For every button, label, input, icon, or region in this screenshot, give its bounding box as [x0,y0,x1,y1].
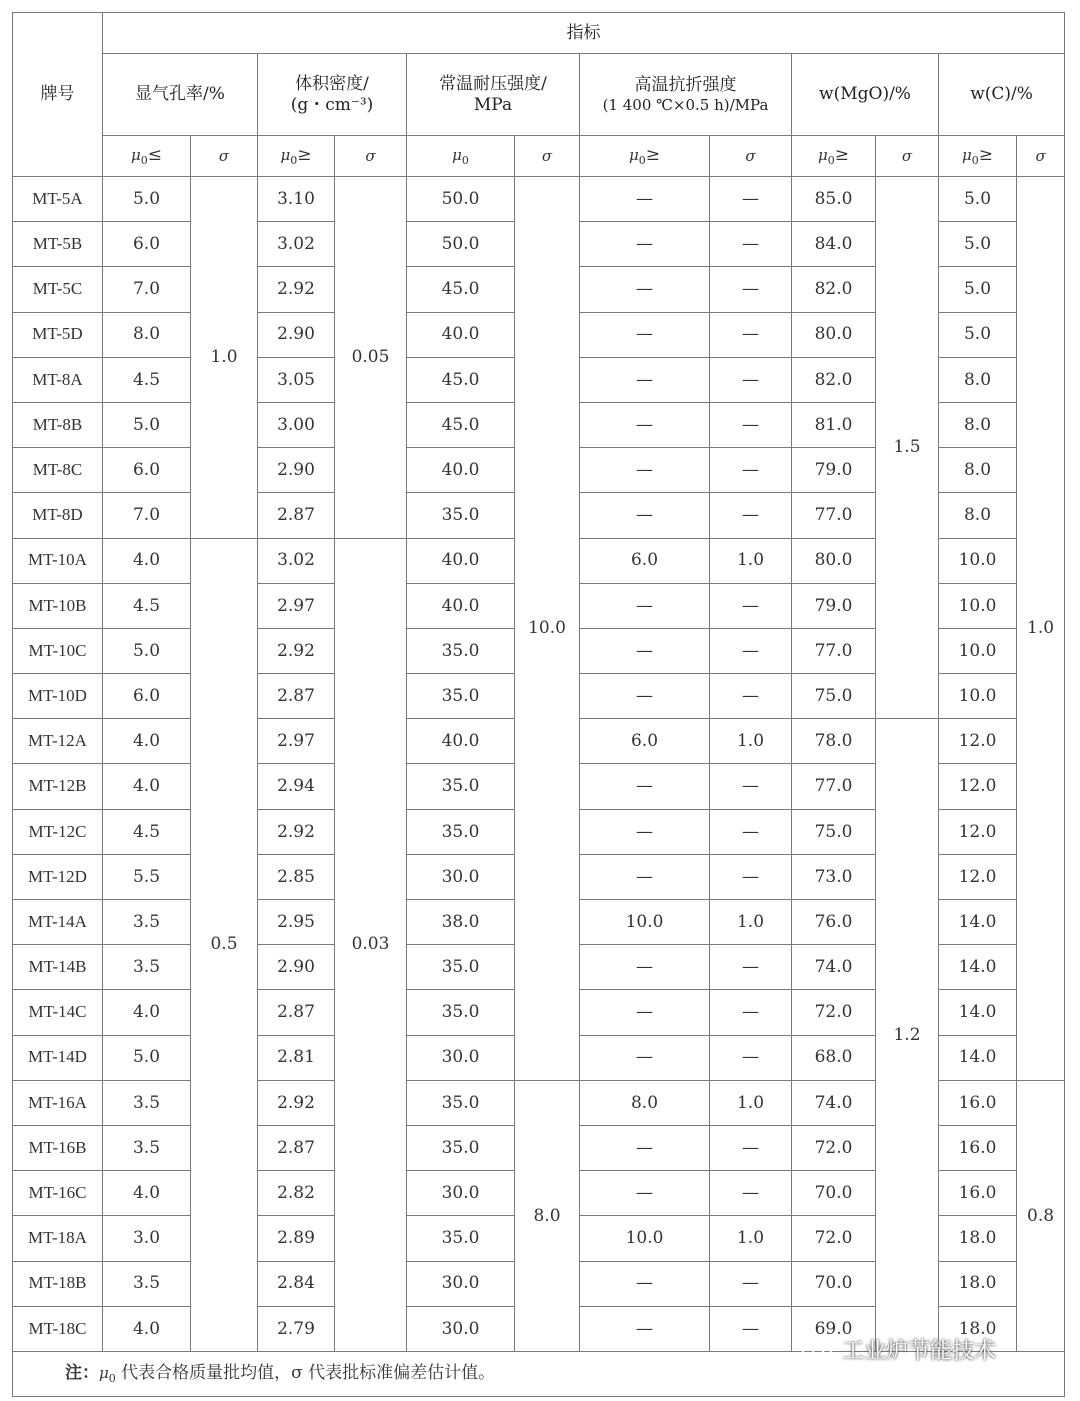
grade-cell: MT-14A [13,900,103,945]
porosity-cell: 7.0 [103,493,191,538]
sigma-symbol: σ [901,146,913,165]
carbon-cell: 12.0 [939,854,1017,899]
carbon-cell: 8.0 [939,493,1017,538]
grade-cell: MT-10C [13,628,103,673]
ccs-cell: 35.0 [407,990,515,1035]
comparison-sign: ≥ [297,144,312,165]
carbon-cell: 18.0 [939,1261,1017,1306]
density-cell: 2.90 [258,312,335,357]
note-mu-symbol: $\mu_0$ [99,1363,116,1385]
hmor-sigma-cell: — [710,764,792,809]
hmor-sigma-cell: — [710,809,792,854]
density-cell: 3.00 [258,402,335,447]
carbon-cell: 14.0 [939,945,1017,990]
mgo-cell: 76.0 [792,900,876,945]
density-cell: 2.92 [258,628,335,673]
density-cell: 2.87 [258,990,335,1035]
subheader-ccs-sigma [515,136,580,177]
hmor-cell: — [580,1261,710,1306]
density-cell: 2.85 [258,854,335,899]
density-cell: 2.90 [258,945,335,990]
ccs-cell: 35.0 [407,1216,515,1261]
comparison-sign: ≥ [645,144,660,165]
header-porosity: 显气孔率/% [103,54,258,136]
ccs-cell: 38.0 [407,900,515,945]
carbon-cell: 14.0 [939,990,1017,1035]
mgo-cell: 77.0 [792,493,876,538]
carbon-cell: 8.0 [939,357,1017,402]
subheader-density-mean [258,136,335,177]
ccs-cell: 30.0 [407,1306,515,1351]
carbon-cell: 8.0 [939,448,1017,493]
mgo-cell: 74.0 [792,1080,876,1125]
density-cell: 2.87 [258,674,335,719]
ccs-cell: 35.0 [407,809,515,854]
density-cell: 2.81 [258,1035,335,1080]
hmor-cell: — [580,809,710,854]
porosity-cell: 4.0 [103,990,191,1035]
mgo-cell: 69.0 [792,1306,876,1351]
carbon-cell: 10.0 [939,538,1017,583]
hmor-sigma-cell: — [710,493,792,538]
mgo-sigma-cell: 1.2 [876,719,939,1352]
mgo-cell: 72.0 [792,1216,876,1261]
hmor-cell: — [580,764,710,809]
carbon-cell: 12.0 [939,719,1017,764]
subheader-mgo-sigma [876,136,939,177]
hmor-cell: 10.0 [580,900,710,945]
carbon-cell: 10.0 [939,628,1017,673]
ccs-cell: 30.0 [407,1035,515,1080]
grade-cell: MT-18C [13,1306,103,1351]
sigma-symbol: σ [218,146,230,165]
carbon-cell: 5.0 [939,312,1017,357]
header-carbon: w(C)/% [939,54,1065,136]
header-ccs [407,54,580,136]
table-row [13,177,1065,222]
carbon-cell: 14.0 [939,1035,1017,1080]
header-ccs-line1: 常温耐压强度/ [439,74,547,95]
subheader-density-sigma [335,136,407,177]
hmor-sigma-cell: — [710,628,792,673]
header-density-line1: 体积密度/ [295,74,369,95]
hmor-sigma-cell: — [710,1171,792,1216]
hmor-sigma-cell: — [710,854,792,899]
header-ccs-line2: MPa [473,94,513,115]
mu-symbol: $\mu_0$ [452,145,469,167]
carbon-sigma-cell: 1.0 [1017,177,1065,1081]
mu-symbol: $\mu_0$ [962,145,979,167]
density-cell: 3.02 [258,538,335,583]
hmor-sigma-cell: — [710,583,792,628]
hmor-sigma-cell: — [710,177,792,222]
ccs-cell: 40.0 [407,448,515,493]
hmor-cell: — [580,628,710,673]
header-hmor-line1: 高温抗折强度 [634,75,737,96]
mgo-cell: 80.0 [792,312,876,357]
porosity-cell: 4.0 [103,719,191,764]
ccs-cell: 35.0 [407,764,515,809]
grade-cell: MT-10A [13,538,103,583]
subheader-ccs-mean [407,136,515,177]
hmor-cell: — [580,1125,710,1170]
density-cell: 2.90 [258,448,335,493]
density-cell: 3.05 [258,357,335,402]
mgo-cell: 72.0 [792,1125,876,1170]
grade-cell: MT-10B [13,583,103,628]
density-cell: 2.87 [258,1125,335,1170]
subheader-porosity-sigma [191,136,258,177]
porosity-cell: 4.0 [103,1306,191,1351]
hmor-sigma-cell: 1.0 [710,719,792,764]
carbon-cell: 10.0 [939,674,1017,719]
hmor-sigma-cell: — [710,1035,792,1080]
porosity-cell: 3.5 [103,1261,191,1306]
comparison-sign: ≤ [147,144,162,165]
porosity-sigma-cell: 1.0 [191,177,258,539]
sigma-symbol: σ [365,146,376,165]
hmor-sigma-cell: — [710,1261,792,1306]
hmor-cell: — [580,854,710,899]
hmor-cell: — [580,312,710,357]
grade-cell: MT-16A [13,1080,103,1125]
density-cell: 2.97 [258,583,335,628]
grade-cell: MT-10D [13,674,103,719]
mgo-cell: 80.0 [792,538,876,583]
mgo-sigma-cell: 1.5 [876,177,939,719]
grade-cell: MT-12C [13,809,103,854]
hmor-sigma-cell: — [710,357,792,402]
grade-cell: MT-8B [13,402,103,447]
porosity-cell: 6.0 [103,222,191,267]
porosity-cell: 4.0 [103,1171,191,1216]
hmor-sigma-cell: — [710,990,792,1035]
ccs-cell: 40.0 [407,719,515,764]
ccs-cell: 35.0 [407,1080,515,1125]
mgo-cell: 84.0 [792,222,876,267]
hmor-cell: — [580,402,710,447]
density-cell: 2.92 [258,809,335,854]
grade-cell: MT-14B [13,945,103,990]
porosity-cell: 3.5 [103,945,191,990]
subheader-row [13,136,1065,177]
carbon-cell: 12.0 [939,809,1017,854]
ccs-cell: 30.0 [407,854,515,899]
carbon-cell: 5.0 [939,222,1017,267]
mgo-cell: 82.0 [792,267,876,312]
hmor-sigma-cell: 1.0 [710,1080,792,1125]
hmor-cell: — [580,990,710,1035]
density-cell: 2.92 [258,267,335,312]
carbon-cell: 10.0 [939,583,1017,628]
ccs-sigma-cell: 10.0 [515,177,580,1081]
grade-cell: MT-14C [13,990,103,1035]
carbon-cell: 5.0 [939,267,1017,312]
ccs-cell: 40.0 [407,312,515,357]
porosity-cell: 5.0 [103,402,191,447]
header-grade: 牌号 [13,13,103,177]
hmor-cell: — [580,674,710,719]
hmor-sigma-cell: — [710,312,792,357]
mu-symbol: $\mu_0$ [629,145,646,167]
header-density [258,54,407,136]
subheader-carbon-mean [939,136,1017,177]
ccs-cell: 40.0 [407,538,515,583]
hmor-cell: — [580,357,710,402]
hmor-cell: — [580,267,710,312]
table-body [13,177,1065,1352]
header-hmor [580,54,792,136]
mgo-cell: 85.0 [792,177,876,222]
ccs-cell: 40.0 [407,583,515,628]
ccs-cell: 45.0 [407,267,515,312]
carbon-cell: 16.0 [939,1080,1017,1125]
ccs-cell: 35.0 [407,493,515,538]
carbon-cell: 18.0 [939,1306,1017,1351]
hmor-cell: — [580,493,710,538]
density-cell: 2.82 [258,1171,335,1216]
porosity-cell: 5.0 [103,1035,191,1080]
porosity-cell: 7.0 [103,267,191,312]
ccs-sigma-cell: 8.0 [515,1080,580,1351]
porosity-cell: 8.0 [103,312,191,357]
mgo-cell: 81.0 [792,402,876,447]
grade-cell: MT-12B [13,764,103,809]
subheader-hmor-mean [580,136,710,177]
hmor-cell: — [580,1306,710,1351]
subheader-porosity-mean [103,136,191,177]
hmor-cell: 8.0 [580,1080,710,1125]
grade-cell: MT-5B [13,222,103,267]
hmor-sigma-cell: — [710,222,792,267]
porosity-cell: 3.5 [103,900,191,945]
spec-table [12,12,1065,1397]
porosity-cell: 5.0 [103,628,191,673]
density-sigma-cell: 0.05 [335,177,407,539]
header-hmor-line2: (1 400 ℃×0.5 h)/MPa [602,95,769,114]
grade-cell: MT-5A [13,177,103,222]
hmor-cell: 10.0 [580,1216,710,1261]
density-cell: 3.10 [258,177,335,222]
hmor-cell: — [580,945,710,990]
porosity-cell: 5.0 [103,177,191,222]
porosity-cell: 4.0 [103,538,191,583]
grade-cell: MT-8C [13,448,103,493]
mgo-cell: 79.0 [792,448,876,493]
porosity-cell: 3.5 [103,1125,191,1170]
porosity-cell: 4.0 [103,764,191,809]
grade-cell: MT-8D [13,493,103,538]
subheader-hmor-sigma [710,136,792,177]
ccs-cell: 35.0 [407,628,515,673]
density-cell: 2.94 [258,764,335,809]
hmor-cell: 6.0 [580,719,710,764]
header-mgo: w(MgO)/% [792,54,939,136]
hmor-sigma-cell: — [710,1306,792,1351]
mu-symbol: $\mu_0$ [280,145,298,167]
carbon-cell: 18.0 [939,1216,1017,1261]
grade-cell: MT-18B [13,1261,103,1306]
density-cell: 2.95 [258,900,335,945]
hmor-sigma-cell: — [710,402,792,447]
hmor-sigma-cell: — [710,1125,792,1170]
density-cell: 3.02 [258,222,335,267]
carbon-cell: 12.0 [939,764,1017,809]
carbon-cell: 16.0 [939,1171,1017,1216]
mgo-cell: 74.0 [792,945,876,990]
ccs-cell: 50.0 [407,177,515,222]
density-cell: 2.92 [258,1080,335,1125]
hmor-sigma-cell: — [710,448,792,493]
mgo-cell: 75.0 [792,809,876,854]
mgo-cell: 78.0 [792,719,876,764]
hmor-cell: — [580,448,710,493]
grade-cell: MT-12D [13,854,103,899]
hmor-cell: — [580,583,710,628]
mgo-cell: 73.0 [792,854,876,899]
hmor-cell: — [580,1171,710,1216]
hmor-sigma-cell: 1.0 [710,1216,792,1261]
grade-cell: MT-14D [13,1035,103,1080]
mgo-cell: 70.0 [792,1261,876,1306]
porosity-cell: 3.5 [103,1080,191,1125]
grade-cell: MT-5D [13,312,103,357]
carbon-cell: 14.0 [939,900,1017,945]
grade-cell: MT-16C [13,1171,103,1216]
ccs-cell: 35.0 [407,1125,515,1170]
sigma-symbol: σ [745,146,756,165]
ccs-cell: 50.0 [407,222,515,267]
grade-cell: MT-12A [13,719,103,764]
watermark [800,1334,996,1365]
mgo-cell: 82.0 [792,357,876,402]
porosity-cell: 4.5 [103,583,191,628]
mgo-cell: 77.0 [792,764,876,809]
sigma-symbol: σ [541,146,553,165]
subheader-carbon-sigma [1017,136,1065,177]
ccs-cell: 30.0 [407,1261,515,1306]
hmor-sigma-cell: 1.0 [710,900,792,945]
hmor-cell: — [580,222,710,267]
grade-cell: MT-16B [13,1125,103,1170]
carbon-cell: 8.0 [939,402,1017,447]
header-index: 指标 [103,13,1065,54]
hmor-cell: — [580,1035,710,1080]
porosity-cell: 3.0 [103,1216,191,1261]
density-sigma-cell: 0.03 [335,538,407,1351]
mu-symbol: $\mu_0$ [131,145,148,167]
ccs-cell: 45.0 [407,402,515,447]
sigma-symbol: σ [1035,146,1046,165]
ccs-cell: 45.0 [407,357,515,402]
hmor-sigma-cell: — [710,674,792,719]
density-cell: 2.89 [258,1216,335,1261]
header-density-line2: (g・cm⁻³) [290,94,374,115]
mgo-cell: 79.0 [792,583,876,628]
mgo-cell: 72.0 [792,990,876,1035]
grade-cell: MT-5C [13,267,103,312]
carbon-sigma-cell: 0.8 [1017,1080,1065,1351]
grade-cell: MT-18A [13,1216,103,1261]
hmor-sigma-cell: 1.0 [710,538,792,583]
wechat-icon [800,1336,834,1364]
hmor-sigma-cell: — [710,945,792,990]
mgo-cell: 68.0 [792,1035,876,1080]
porosity-cell: 6.0 [103,448,191,493]
comparison-sign: ≥ [978,144,993,165]
porosity-sigma-cell: 0.5 [191,538,258,1351]
hmor-cell: — [580,177,710,222]
note-text: 代表合格质量批均值，σ 代表批标准偏差估计值。 [121,1362,496,1383]
hmor-cell: 6.0 [580,538,710,583]
density-cell: 2.87 [258,493,335,538]
mu-symbol: $\mu_0$ [818,145,835,167]
porosity-cell: 5.5 [103,854,191,899]
ccs-cell: 35.0 [407,945,515,990]
density-cell: 2.97 [258,719,335,764]
note-label: 注： [65,1362,99,1383]
porosity-cell: 6.0 [103,674,191,719]
ccs-cell: 35.0 [407,674,515,719]
mgo-cell: 77.0 [792,628,876,673]
comparison-sign: ≥ [834,144,849,165]
density-cell: 2.84 [258,1261,335,1306]
carbon-cell: 16.0 [939,1125,1017,1170]
porosity-cell: 4.5 [103,809,191,854]
mgo-cell: 70.0 [792,1171,876,1216]
watermark-text: 工业炉节能技术 [842,1339,997,1364]
hmor-sigma-cell: — [710,267,792,312]
subheader-mgo-mean [792,136,876,177]
ccs-cell: 30.0 [407,1171,515,1216]
porosity-cell: 4.5 [103,357,191,402]
density-cell: 2.79 [258,1306,335,1351]
grade-cell: MT-8A [13,357,103,402]
carbon-cell: 5.0 [939,177,1017,222]
mgo-cell: 75.0 [792,674,876,719]
